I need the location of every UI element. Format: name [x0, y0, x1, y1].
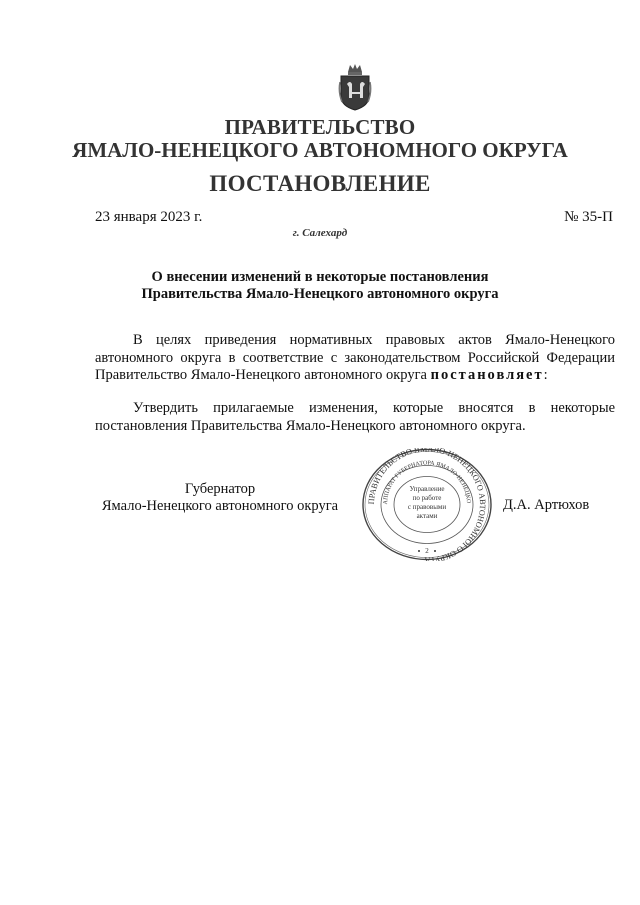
- signer-position-line1: Губернатор: [184, 481, 256, 497]
- document-number: № 35-П: [564, 209, 613, 225]
- signer-name: Д.А. Артюхов: [503, 497, 590, 513]
- stamp-center-line1: Управление: [409, 485, 445, 493]
- stamp-inner-ring-text: АППАРАТ ГУБЕРНАТОРА ЯМАЛО-НЕНЕЦКО: [382, 460, 472, 505]
- signer-position: [95, 481, 345, 515]
- stamp-center-line4: актами: [416, 512, 438, 520]
- document-subject: [0, 269, 640, 303]
- body-paragraph-1: [95, 332, 615, 385]
- signer-position-line2: Ямало-Ненецкого автономного округа: [101, 498, 339, 514]
- subject-line2: Правительства Ямало-Ненецкого автономного округа: [141, 286, 499, 302]
- body-paragraph-2: [95, 400, 615, 435]
- government-title-line2: ЯМАЛО-НЕНЕЦКОГО АВТОНОМНОГО ОКРУГА: [72, 138, 568, 162]
- subject-line1: О внесении изменений в некоторые постановления: [151, 269, 489, 285]
- document-type: ПОСТАНОВЛЕНИЕ: [209, 171, 431, 196]
- paragraph-2-text: Утвердить прилагаемые изменения, которые вносятся в некоторые постановления Правительства Ямало-Ненецкого автономного округа.: [95, 400, 615, 434]
- paragraph-1-text: В целях приведения нормативных правовых актов Ямало-Ненецкого автономного округа в соответствие с законодательством Российской Федерации Правительство Ямало-Ненецкого автономного округа: [95, 332, 615, 383]
- government-title-line1: ПРАВИТЕЛЬСТВО: [224, 115, 416, 139]
- resolves-keyword: постановляет: [430, 367, 544, 383]
- document-city: г. Салехард: [292, 227, 348, 239]
- official-stamp: [361, 448, 493, 561]
- document-date: 23 января 2023 г.: [95, 209, 203, 225]
- stamp-number: 2: [425, 547, 429, 555]
- stamp-center-line3: с правовыми: [407, 503, 447, 511]
- stamp-center-line2: по работе: [412, 494, 442, 502]
- stamp-ring-text: ПРАВИТЕЛЬСТВО ЯМАЛО-НЕНЕЦКОГО АВТОНОМНОГО ОКРУГА: [366, 448, 488, 561]
- coat-of-arms-icon: [338, 62, 372, 112]
- paragraph-1-end: :: [543, 367, 548, 383]
